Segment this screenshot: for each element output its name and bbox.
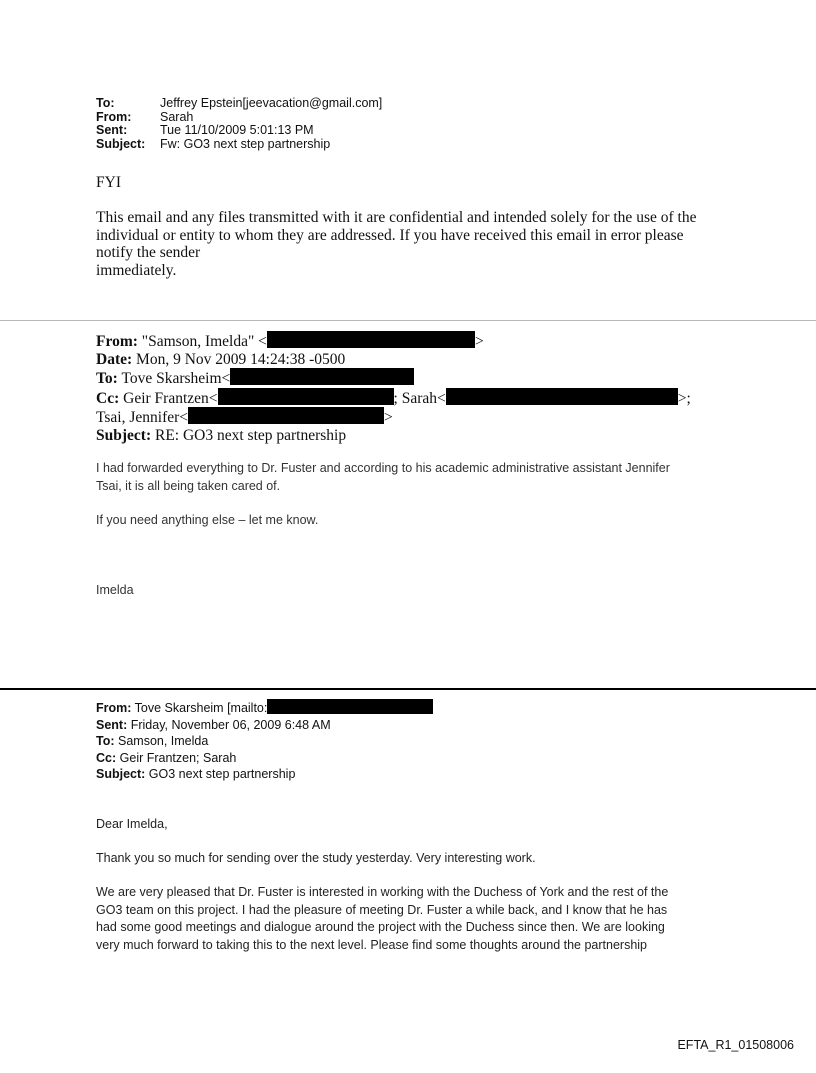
to-value: Tove Skarsheim< bbox=[121, 370, 231, 387]
cc-value: Geir Frantzen; Sarah bbox=[119, 750, 237, 765]
disclaimer-line: immediately. bbox=[96, 261, 177, 279]
body-line: had some good meetings and dialogue around the project with the Duchess since then. We are looking bbox=[96, 920, 665, 934]
cc-close: > bbox=[384, 409, 393, 426]
email2-date-row bbox=[96, 351, 691, 369]
redaction-bar bbox=[446, 388, 678, 405]
email3-to-row bbox=[96, 733, 433, 750]
disclaimer-line: This email and any files transmitted with it are confidential and intended solely for the use of the bbox=[96, 209, 697, 226]
from-label: From: bbox=[96, 701, 132, 715]
to-label: To: bbox=[96, 734, 115, 748]
email2-cc-row bbox=[96, 388, 691, 408]
email3-from-row bbox=[96, 699, 433, 717]
body-line: I had forwarded everything to Dr. Fuster and according to his academic administrative assistant Jennifer bbox=[96, 461, 670, 475]
email3-sent-row bbox=[96, 717, 433, 734]
subject-label: Subject: bbox=[96, 767, 146, 781]
email3-para2 bbox=[96, 884, 668, 954]
subject-value: Fw: GO3 next step partnership bbox=[160, 136, 331, 151]
to-value: Jeffrey Epstein[jeevacation@gmail.com] bbox=[160, 96, 383, 110]
from-close: > bbox=[474, 333, 484, 350]
email3-header bbox=[96, 699, 433, 783]
from-value: Sarah bbox=[160, 109, 194, 124]
body-line: We are very pleased that Dr. Fuster is interested in working with the Duchess of York and the rest of the bbox=[96, 885, 669, 899]
email1-from-row bbox=[96, 111, 382, 125]
redaction-bar bbox=[267, 699, 433, 714]
email3-cc-row bbox=[96, 750, 433, 767]
email2-signature: Imelda bbox=[96, 583, 134, 597]
email3-greeting: Dear Imelda, bbox=[96, 817, 168, 831]
subject-value: GO3 next step partnership bbox=[148, 767, 296, 781]
to-value: Samson, Imelda bbox=[118, 734, 209, 748]
sent-label: Sent: bbox=[96, 123, 128, 137]
sent-label: Sent: bbox=[96, 717, 128, 732]
subject-label: Subject: bbox=[96, 136, 146, 151]
divider-light bbox=[0, 320, 816, 321]
subject-label: Subject: bbox=[96, 426, 152, 444]
email2-from-row bbox=[96, 331, 691, 351]
cc-label: Cc: bbox=[96, 750, 117, 765]
date-value: Mon, 9 Nov 2009 14:24:38 -0500 bbox=[136, 350, 346, 368]
email1-subject-row bbox=[96, 138, 382, 152]
redaction-bar bbox=[188, 407, 384, 424]
from-label: From: bbox=[96, 109, 132, 124]
to-label: To: bbox=[96, 370, 118, 387]
email2-body bbox=[96, 460, 670, 495]
document-id: EFTA_R1_01508006 bbox=[677, 1038, 794, 1052]
sent-value: Tue 11/10/2009 5:01:13 PM bbox=[160, 123, 314, 137]
body-line: very much forward to taking this to the next level. Please find some thoughts around the partnership bbox=[96, 937, 648, 952]
email2-header bbox=[96, 331, 691, 444]
cc-value: Tsai, Jennifer< bbox=[96, 409, 189, 426]
email3-para1: Thank you so much for sending over the study yesterday. Very interesting work. bbox=[96, 851, 536, 865]
from-label: From: bbox=[96, 333, 138, 350]
email3-subject-row bbox=[96, 766, 433, 783]
divider-dark bbox=[0, 688, 816, 690]
disclaimer-line: individual or entity to whom they are addressed. If you have received this email in error please bbox=[96, 226, 684, 244]
cc-label: Cc: bbox=[96, 389, 120, 407]
cc-value: Geir Frantzen< bbox=[123, 389, 218, 407]
from-value: "Samson, Imelda" < bbox=[141, 333, 267, 350]
sent-value: Friday, November 06, 2009 6:48 AM bbox=[130, 717, 331, 732]
subject-value: RE: GO3 next step partnership bbox=[154, 426, 347, 444]
redaction-bar bbox=[267, 331, 475, 348]
body-line: GO3 team on this project. I had the pleasure of meeting Dr. Fuster a while back, and I know that he has bbox=[96, 902, 668, 917]
disclaimer-line: notify the sender bbox=[96, 244, 201, 261]
email1-fyi: FYI bbox=[96, 174, 121, 191]
email2-body-line: If you need anything else – let me know. bbox=[96, 513, 319, 527]
redaction-bar bbox=[230, 368, 414, 385]
date-label: Date: bbox=[96, 350, 133, 368]
email2-to-row bbox=[96, 368, 691, 388]
email1-sent-row bbox=[96, 124, 382, 138]
body-line: Tsai, it is all being taken cared of. bbox=[96, 478, 281, 493]
email2-cc-row-2 bbox=[96, 407, 691, 427]
cc-value: >; bbox=[677, 389, 691, 407]
cc-value: ; Sarah< bbox=[393, 389, 446, 407]
to-label: To: bbox=[96, 96, 115, 110]
email1-to-row bbox=[96, 97, 382, 111]
redaction-bar bbox=[218, 388, 394, 405]
email1-disclaimer bbox=[96, 209, 696, 279]
email1-header bbox=[96, 97, 382, 151]
from-value: Tove Skarsheim [mailto: bbox=[134, 701, 268, 715]
email2-subject-row bbox=[96, 427, 691, 445]
